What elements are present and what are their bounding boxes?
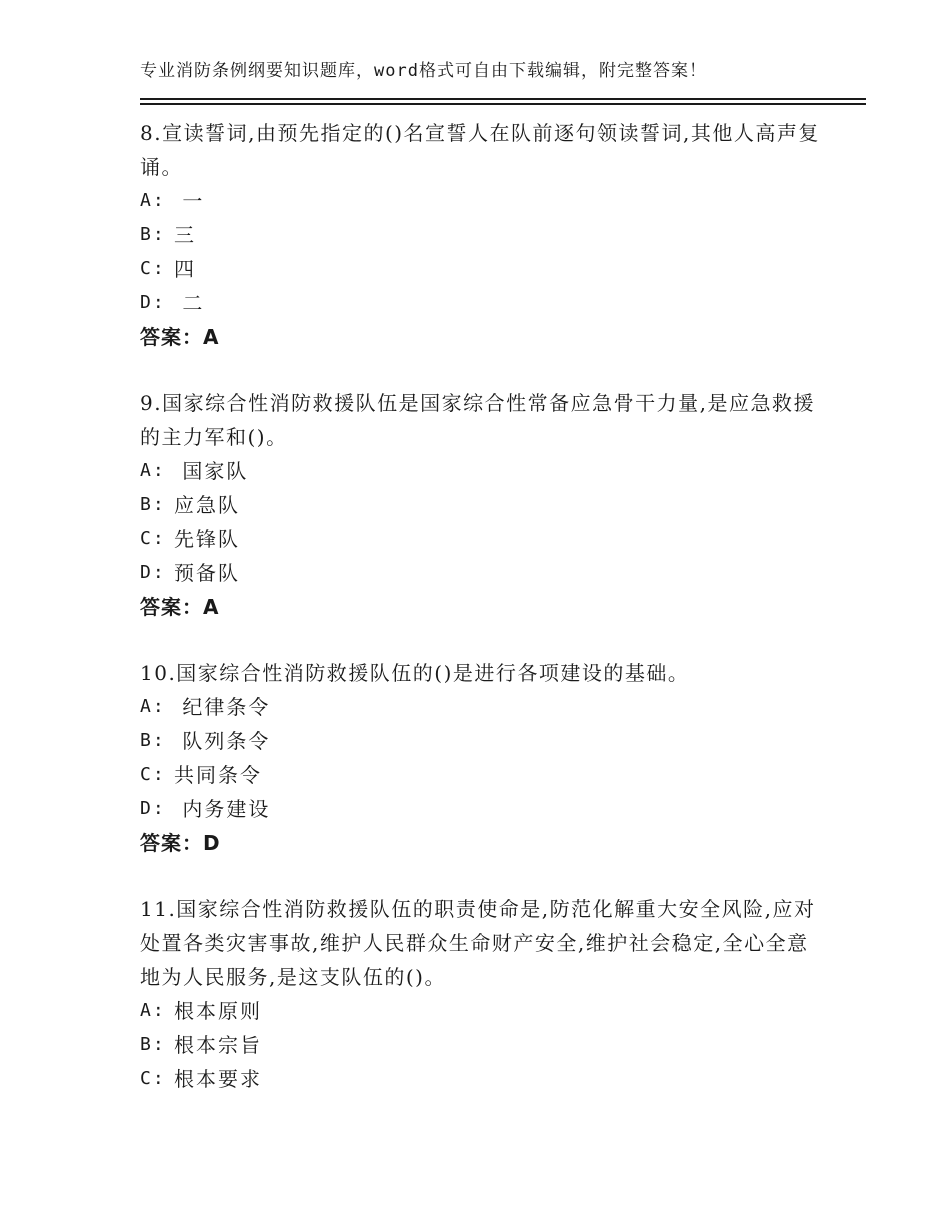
option-text: 纪律条令: [174, 695, 271, 719]
option-text: 二: [174, 291, 205, 315]
option-letter: B:: [140, 494, 166, 515]
option-row: [140, 1028, 830, 1062]
question-block: [140, 116, 830, 354]
option-row: [140, 522, 830, 556]
option-letter: B:: [140, 224, 166, 245]
option-text: 根本原则: [174, 999, 262, 1023]
question-block: [140, 386, 830, 624]
option-letter: A:: [140, 696, 166, 717]
option-row: [140, 994, 830, 1028]
option-letter: A:: [140, 190, 166, 211]
option-text: 先锋队: [174, 527, 240, 551]
answer-line: 答案：A: [140, 325, 220, 349]
option-text: 队列条令: [174, 729, 271, 753]
option-letter: D:: [140, 292, 166, 313]
header-divider-bottom: [140, 103, 866, 105]
option-text: 四: [174, 257, 196, 281]
option-text: 内务建设: [174, 797, 271, 821]
question-block: [140, 656, 830, 860]
option-row: [140, 184, 830, 218]
option-row: [140, 556, 830, 590]
option-row: [140, 758, 830, 792]
option-letter: D:: [140, 798, 166, 819]
option-letter: C:: [140, 1068, 166, 1089]
option-letter: B:: [140, 1034, 166, 1055]
option-row: [140, 454, 830, 488]
option-row: [140, 690, 830, 724]
option-row: [140, 1062, 830, 1096]
answer-line: 答案：D: [140, 831, 221, 855]
option-text: 共同条令: [174, 763, 262, 787]
question-text: 9.国家综合性消防救援队伍是国家综合性常备应急骨干力量,是应急救援的主力军和()。: [140, 391, 815, 449]
question-list: [140, 116, 830, 1128]
option-text: 根本宗旨: [174, 1033, 262, 1057]
option-row: [140, 252, 830, 286]
option-letter: A:: [140, 1000, 166, 1021]
question-text: 11.国家综合性消防救援队伍的职责使命是,防范化解重大安全风险,应对处置各类灾害事故,维护人民群众生命财产安全,维护社会稳定,全心全意地为人民服务,是这支队伍的()。: [140, 897, 816, 989]
option-letter: C:: [140, 258, 166, 279]
option-text: 国家队: [174, 459, 249, 483]
option-letter: D:: [140, 562, 166, 583]
option-letter: A:: [140, 460, 166, 481]
option-text: 一: [174, 189, 205, 213]
option-row: [140, 792, 830, 826]
question-text: 8.宣读誓词,由预先指定的()名宣誓人在队前逐句领读誓词,其他人高声复诵。: [140, 121, 820, 179]
question-text: 10.国家综合性消防救援队伍的()是进行各项建设的基础。: [140, 661, 690, 685]
option-letter: C:: [140, 764, 166, 785]
option-letter: C:: [140, 528, 166, 549]
option-row: [140, 218, 830, 252]
answer-line: 答案：A: [140, 595, 220, 619]
option-text: 根本要求: [174, 1067, 262, 1091]
option-row: [140, 488, 830, 522]
option-row: [140, 724, 830, 758]
option-text: 预备队: [174, 561, 240, 585]
option-row: [140, 286, 830, 320]
page-header: 专业消防条例纲要知识题库，word格式可自由下载编辑，附完整答案！: [140, 61, 707, 81]
option-text: 三: [174, 223, 196, 247]
question-block: [140, 892, 830, 1096]
option-text: 应急队: [174, 493, 240, 517]
option-letter: B:: [140, 730, 166, 751]
header-divider-top: [140, 98, 866, 100]
